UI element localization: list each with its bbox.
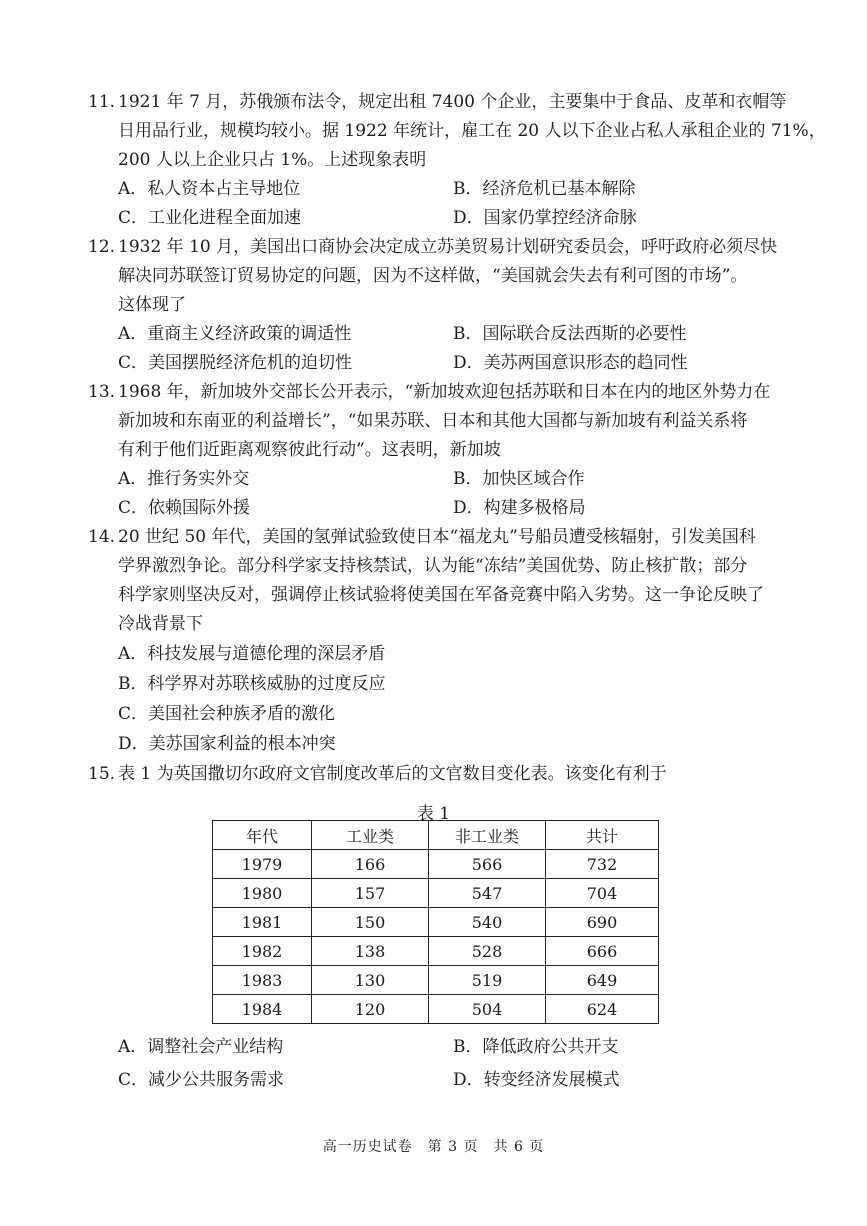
question-number: 13. [88,382,116,402]
answer-options [118,320,788,378]
cell-industrial: 130 [312,966,429,995]
table-row [213,995,659,1024]
cell-nonindustrial: 504 [429,995,546,1024]
cell-year: 1983 [213,966,312,995]
cell-year: 1980 [213,879,312,908]
option-b[interactable]: B．降低政府公共开支 [453,1037,619,1057]
stem-line: 冷战背景下 [118,614,203,634]
answer-options [118,465,788,523]
stem-line: 新加坡和东南亚的利益增长”，“如果苏联、日本和其他大国都与新加坡有利益关系将 [118,411,748,431]
table-row [213,850,659,879]
cell-total: 690 [546,908,659,937]
cell-industrial: 138 [312,937,429,966]
question-11 [88,88,826,233]
stem-line: 200 人以上企业只占 1%。上述现象表明 [118,150,427,170]
option-c[interactable]: C．依赖国际外援 [118,498,251,518]
question-stem [118,233,788,320]
table-row [213,966,659,995]
question-number: 11. [88,92,116,112]
cell-year: 1981 [213,908,312,937]
question-number: 15. [88,764,116,784]
stem-line: 学界激烈争论。部分科学家支持核禁试，认为能“冻结”美国优势、防止核扩散；部分 [118,556,748,576]
cell-nonindustrial: 566 [429,850,546,879]
option-d[interactable]: D．转变经济发展模式 [453,1070,620,1090]
option-a[interactable]: A．科技发展与道德伦理的深层矛盾 [118,644,386,664]
cell-industrial: 157 [312,879,429,908]
stem-line: 解决同苏联签订贸易协定的问题，因为不这样做，“美国就会失去有利可图的市场”。 [118,266,748,286]
question-stem [118,523,788,639]
stem-line: 1968 年，新加坡外交部长公开表示，“新加坡欢迎包括苏联和日本在内的地区外势力在 [118,382,771,402]
question-12 [88,233,788,378]
stem-line: 科学家则坚决反对，强调停止核试验将使美国在军备竞赛中陷入劣势。这一争论反映了 [118,585,764,605]
option-d[interactable]: D．美苏两国意识形态的趋同性 [453,353,688,373]
option-a[interactable]: A．重商主义经济政策的调适性 [118,324,352,344]
option-a[interactable]: A．调整社会产业结构 [118,1037,284,1057]
table-header-row [213,821,659,850]
cell-total: 732 [546,850,659,879]
option-d[interactable]: D．美苏国家利益的根本冲突 [118,734,336,754]
table-caption: 表 1 [416,804,451,824]
cell-year: 1984 [213,995,312,1024]
table-row [213,908,659,937]
cell-nonindustrial: 540 [429,908,546,937]
question-13 [88,378,788,523]
cell-total: 649 [546,966,659,995]
cell-total: 704 [546,879,659,908]
question-stem [118,760,788,789]
stem-line: 表 1 为英国撒切尔政府文官制度改革后的文官数目变化表。该变化有利于 [118,764,667,784]
cell-industrial: 120 [312,995,429,1024]
stem-line: 日用品行业，规模均较小。据 1922 年统计，雇工在 20 人以下企业占私人承租企业的 71%， [118,121,826,141]
option-b[interactable]: B．国际联合反法西斯的必要性 [453,324,687,344]
cell-nonindustrial: 528 [429,937,546,966]
question-14 [88,523,788,759]
stem-line: 有利于他们近距离观察彼此行动”。这表明，新加坡 [118,440,501,460]
option-d[interactable]: D．构建多极格局 [453,498,586,518]
answer-options [118,639,788,759]
col-header-industrial: 工业类 [312,821,429,850]
table-row [213,879,659,908]
question-15-options [88,1031,788,1097]
question-number: 14. [88,527,116,547]
cell-nonindustrial: 519 [429,966,546,995]
cell-year: 1982 [213,937,312,966]
col-header-year: 年代 [213,821,312,850]
option-b[interactable]: B．经济危机已基本解除 [453,179,636,199]
question-15 [88,760,788,789]
question-stem [118,378,788,465]
cell-industrial: 166 [312,850,429,879]
question-stem [118,88,826,175]
question-number: 12. [88,237,116,257]
option-a[interactable]: A．推行务实外交 [118,469,250,489]
cell-total: 624 [546,995,659,1024]
stem-line: 这体现了 [118,295,186,315]
stem-line: 20 世纪 50 年代，美国的氢弹试验致使日本“福龙丸”号船员遭受核辐射，引发美国科 [118,527,756,547]
stem-line: 1932 年 10 月，美国出口商协会决定成立苏美贸易计划研究委员会，呼吁政府必须尽快 [118,237,778,257]
col-header-total: 共计 [546,821,659,850]
option-c[interactable]: C．美国摆脱经济危机的迫切性 [118,353,353,373]
option-b[interactable]: B．科学界对苏联核威胁的过度反应 [118,674,386,694]
cell-year: 1979 [213,850,312,879]
option-a[interactable]: A．私人资本占主导地位 [118,179,301,199]
option-c[interactable]: C．美国社会种族矛盾的激化 [118,704,336,724]
col-header-nonindustrial: 非工业类 [429,821,546,850]
answer-options [118,175,788,233]
option-c[interactable]: C．减少公共服务需求 [118,1070,285,1090]
civil-servant-table [212,820,659,1024]
table-row [213,937,659,966]
page-footer: 高一历史试卷 第 3 页 共 6 页 [322,1139,545,1155]
cell-total: 666 [546,937,659,966]
option-d[interactable]: D．国家仍掌控经济命脉 [453,208,637,228]
cell-industrial: 150 [312,908,429,937]
option-c[interactable]: C．工业化进程全面加速 [118,208,302,228]
cell-nonindustrial: 547 [429,879,546,908]
answer-options [118,1031,788,1097]
stem-line: 1921 年 7 月，苏俄颁布法令，规定出租 7400 个企业，主要集中于食品、皮革和衣帽等 [118,92,787,112]
option-b[interactable]: B．加快区域合作 [453,469,585,489]
